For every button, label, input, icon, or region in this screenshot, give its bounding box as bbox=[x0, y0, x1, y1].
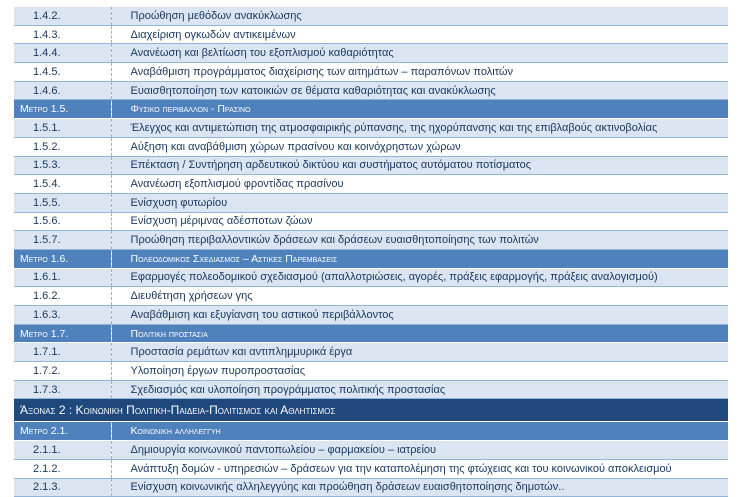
action-code: 1.5.1. bbox=[14, 119, 111, 138]
action-title: Εφαρμογές πολεοδομικού σχεδιασμού (απαλλοτριώσεις, αγορές, πράξεις εφαρμογής, πράξεις αναλογισμού) bbox=[111, 268, 728, 287]
action-title: Ενίσχυση φυτωρίου bbox=[111, 193, 728, 212]
measure-header-row bbox=[14, 249, 728, 268]
action-title: Ενίσχυση μέριμνας αδέσποτων ζώων bbox=[111, 212, 728, 231]
measure-title: Φυσικο περιβαλλον - Πρασινο bbox=[111, 100, 728, 119]
action-title: Προώθηση περιβαλλοντικών δράσεων και δράσεων ευαισθητοποίησης των πολιτών bbox=[111, 231, 728, 250]
action-code: 2.1.1. bbox=[14, 441, 111, 460]
measure-header-row bbox=[14, 100, 728, 119]
action-code: 1.5.7. bbox=[14, 231, 111, 250]
table-row bbox=[14, 231, 728, 250]
action-code: 1.5.2. bbox=[14, 137, 111, 156]
action-code: 1.7.2. bbox=[14, 362, 111, 381]
action-title: Προώθηση μεθόδων ανακύκλωσης bbox=[111, 7, 728, 25]
action-title: Επέκταση / Συντήρηση αρδευτικού δικτύου και συστήματος αυτόματου ποτίσματος bbox=[111, 156, 728, 175]
action-code: 1.4.3. bbox=[14, 25, 111, 44]
action-title: Έλεγχος και αντιμετώπιση της ατμοσφαιρικής ρύπανσης, της ηχορύπανσης και της επιβλαβούς ακτινοβολίας bbox=[111, 119, 728, 138]
measure-code: Μετρο 1.6. bbox=[14, 249, 111, 268]
table-row bbox=[14, 380, 728, 399]
action-title: Ευαισθητοποίηση των κατοικιών σε θέματα καθαριότητας και ανακύκλωσης bbox=[111, 81, 728, 100]
action-title: Ενίσχυση κοινωνικής αλληλεγγύης και προώθηση δράσεων ευαισθητοποίησης δημοτών.. bbox=[111, 478, 728, 497]
table-row bbox=[14, 268, 728, 287]
action-code: 2.1.3. bbox=[14, 478, 111, 497]
measure-header-row bbox=[14, 422, 728, 441]
axis-title: Άξονας 2 : Κοινωνικη Πολιτικη-Παιδεια-Πολιτισμος και Αθλητισμος bbox=[14, 399, 728, 422]
table-row bbox=[14, 193, 728, 212]
table-row bbox=[14, 7, 728, 25]
action-code: 1.5.4. bbox=[14, 175, 111, 194]
action-title: Ανάπτυξη δομών - υπηρεσιών – δράσεων για την καταπολέμηση της φτώχειας και του κοινωνικού αποκλεισμού bbox=[111, 459, 728, 478]
table-row bbox=[14, 156, 728, 175]
table-row bbox=[14, 44, 728, 63]
measure-code: Μετρο 1.5. bbox=[14, 100, 111, 119]
action-code: 1.5.3. bbox=[14, 156, 111, 175]
table-row bbox=[14, 287, 728, 306]
table-row bbox=[14, 478, 728, 497]
action-plan-table bbox=[14, 7, 728, 497]
action-code: 1.6.2. bbox=[14, 287, 111, 306]
table-row bbox=[14, 441, 728, 460]
measure-title: Πολεοδομικος Σχεδιασμος – Αστικες Παρεμβασεις bbox=[111, 249, 728, 268]
action-code: 2.1.2. bbox=[14, 459, 111, 478]
table-row bbox=[14, 25, 728, 44]
measure-code: Μετρο 2.1. bbox=[14, 422, 111, 441]
action-title: Αναβάθμιση και εξυγίανση του αστικού περιβάλλοντος bbox=[111, 306, 728, 325]
action-code: 1.4.5. bbox=[14, 63, 111, 82]
action-code: 1.4.6. bbox=[14, 81, 111, 100]
table-row bbox=[14, 362, 728, 381]
action-title: Διαχείριση ογκωδών αντικειμένων bbox=[111, 25, 728, 44]
table-row bbox=[14, 119, 728, 138]
action-code: 1.5.5. bbox=[14, 193, 111, 212]
measure-code: Μετρο 1.7. bbox=[14, 324, 111, 343]
action-title: Ανανέωση και βελτίωση του εξοπλισμού καθαριότητας bbox=[111, 44, 728, 63]
axis-header-row bbox=[14, 399, 728, 422]
measure-title: Πολιτικη προστασια bbox=[111, 324, 728, 343]
table-row bbox=[14, 137, 728, 156]
action-code: 1.7.1. bbox=[14, 343, 111, 362]
action-code: 1.4.2. bbox=[14, 7, 111, 25]
action-title: Προστασία ρεμάτων και αντιπλημμυρικά έργα bbox=[111, 343, 728, 362]
action-code: 1.6.3. bbox=[14, 306, 111, 325]
action-title: Δημιουργία κοινωνικού παντοπωλείου – φαρμακείου – ιατρείου bbox=[111, 441, 728, 460]
action-title: Ανανέωση εξοπλισμού φροντίδας πρασίνου bbox=[111, 175, 728, 194]
table-row bbox=[14, 63, 728, 82]
table-row bbox=[14, 212, 728, 231]
action-code: 1.4.4. bbox=[14, 44, 111, 63]
action-title: Υλοποίηση έργων πυροπροστασίας bbox=[111, 362, 728, 381]
action-code: 1.6.1. bbox=[14, 268, 111, 287]
table-row bbox=[14, 459, 728, 478]
table-row bbox=[14, 81, 728, 100]
measure-header-row bbox=[14, 324, 728, 343]
action-title: Διευθέτηση χρήσεων γης bbox=[111, 287, 728, 306]
measure-title: Κοινωνικη αλληλεγγυη bbox=[111, 422, 728, 441]
action-title: Αύξηση και αναβάθμιση χώρων πρασίνου και κοινόχρηστων χώρων bbox=[111, 137, 728, 156]
action-title: Σχεδιασμός και υλοποίηση προγράμματος πολιτικής προστασίας bbox=[111, 380, 728, 399]
action-title: Αναβάθμιση προγράμματος διαχείρισης των αιτημάτων – παραπόνων πολιτών bbox=[111, 63, 728, 82]
action-code: 1.5.6. bbox=[14, 212, 111, 231]
table-row bbox=[14, 306, 728, 325]
action-code: 1.7.3. bbox=[14, 380, 111, 399]
table-row bbox=[14, 343, 728, 362]
table-row bbox=[14, 175, 728, 194]
